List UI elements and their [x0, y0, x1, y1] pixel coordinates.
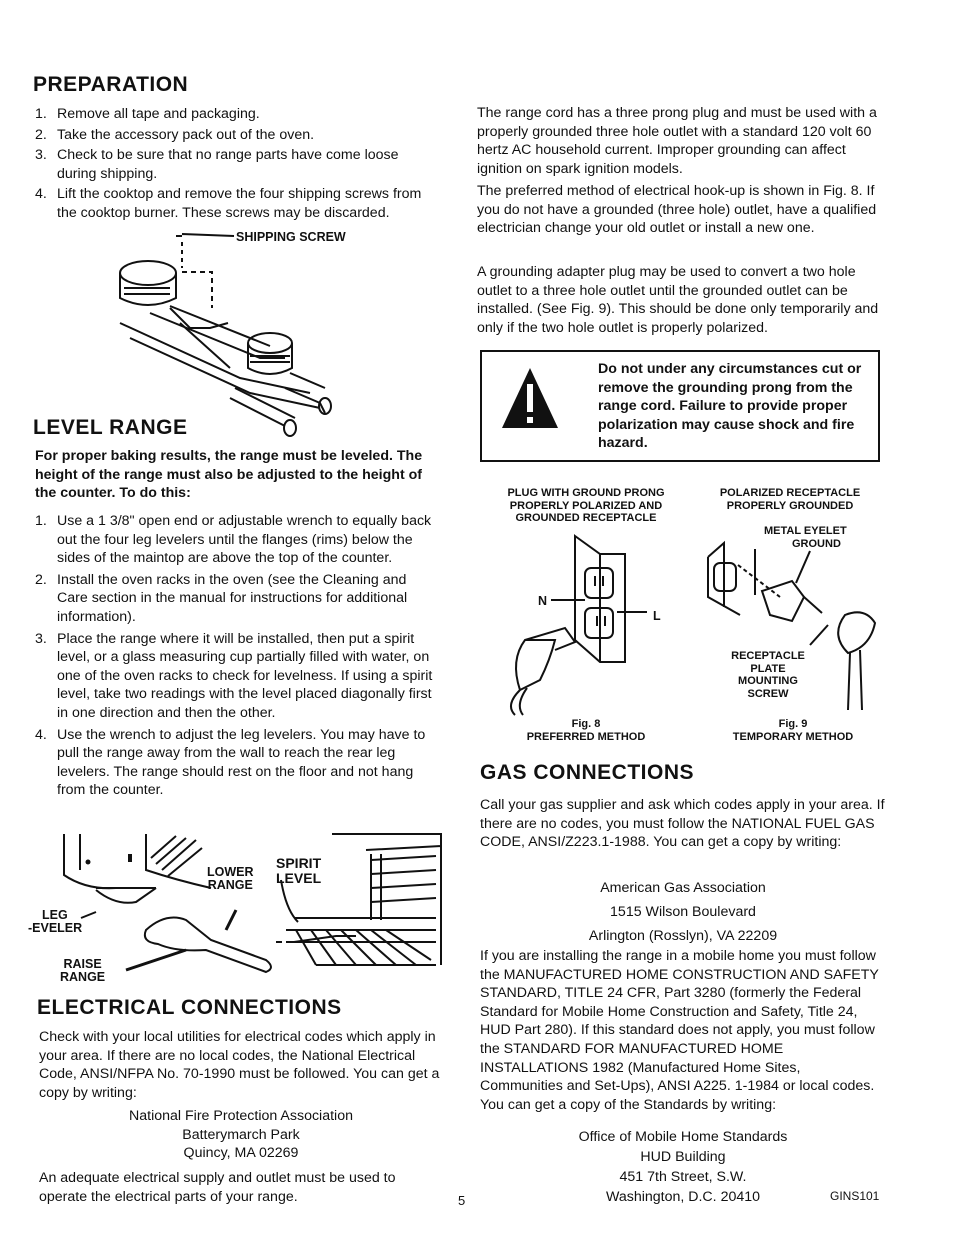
gas-connections-title: GAS CONNECTIONS	[480, 761, 695, 784]
level-range-intro: For proper baking results, the range must be leveled. The height of the range must also be adjusted to the height of the counter. To do this:	[35, 448, 423, 502]
lower-range-label: LOWER RANGE	[207, 865, 254, 892]
electrical-intro: Check with your local utilities for electrical codes which apply in your area. If there are no local codes, the National Electrical Code, ANSI/NFPA No. 70-1990 must be followed. You can get a copy by writing:	[39, 1029, 440, 1101]
list-item: 3. Place the range where it will be installed, then put a spirit level, or a glass measuring cup partially filled with water, on one of the oven racks to check for levelness. If using a spirit level, take two readings with the level placed diagonally first in one direction and then the other.	[35, 630, 433, 721]
electrical-outro: An adequate electrical supply and outlet must be used to operate the electrical parts of your range.	[39, 1170, 396, 1205]
page-number: 5	[458, 1193, 466, 1208]
spirit-level-label: SPIRIT LEVEL	[276, 855, 322, 886]
burner-illustration	[110, 228, 340, 438]
shipping-screw-label: SHIPPING SCREW	[236, 230, 346, 244]
range-cord-paragraph: The range cord has a three prong plug and must be used with a properly grounded three hole outlet with a standard 120 volt 60 hertz AC household current. Improper grounding can affect ignition on spark ignition models.	[477, 105, 877, 177]
fig9-caption: POLARIZED RECEPTACLE PROPERLY GROUNDED	[719, 487, 861, 512]
level-range-title: LEVEL RANGE	[33, 416, 188, 439]
fig9-label: Fig. 9 TEMPORARY METHOD	[732, 718, 854, 743]
gas-intro: Call your gas supplier and ask which codes apply in your area. If there are no codes, you must follow the NATIONAL FUEL GAS CODE, ANSI/Z223.1-1988. You can get a copy by writing:	[480, 797, 885, 851]
gas-address-2: Office of Mobile Home Standards HUD Building 451 7th Street, S.W. Washington, D.C. 20410	[578, 1129, 788, 1205]
electrical-address: National Fire Protection Association Batterymarch Park Quincy, MA 02269	[129, 1108, 353, 1162]
list-item: 4. Use the wrench to adjust the leg levelers. You may have to pull the range away from the wall to reach the rear leg levelers. The range should rest on the floor and not hang from the counter.	[35, 726, 426, 799]
preparation-steps	[35, 105, 441, 223]
gas-address-1: American Gas Association 1515 Wilson Boulevard Arlington (Rosslyn), VA 22209	[588, 880, 778, 944]
list-item: 4. Lift the cooktop and remove the four shipping screws from the cooktop burner. These screws may be discarded.	[35, 186, 422, 221]
fig8-label: Fig. 8 PREFERRED METHOD	[526, 718, 646, 743]
preferred-method-paragraph: The preferred method of electrical hook-up is shown in Fig. 8. If you do not have a grounded (three hole) outlet, have a qualified electrician change your old outlet or install a new one.	[477, 183, 877, 237]
mobile-home-paragraph: If you are installing the range in a mobile home you must follow the MANUFACTURED HOME CONSTRUCTION AND SAFETY STANDARD, TITLE 24 CFR, Part 3280 (formerly the Federal Standard for Mobile Home Construction and Safety, Title 24, HUD Part 280). If this standard does not apply, you must follow the STANDARD FOR MANUFACTURED HOME INSTALLATIONS 1982 (Manufactured Home Sites, Communities and Set-Ups), ANSI A225. 1-1984 or local codes. You can get a copy of the Standards by writing:	[480, 948, 879, 1113]
warning-triangle-icon	[500, 366, 560, 430]
list-item: 1. Use a 1 3/8" open end or adjustable wrench to equally back out the four leg levelers until the flanges (rims) below the sides of the maintop are above the top of the counter.	[35, 513, 432, 567]
document-code: GINS101	[830, 1189, 880, 1203]
fig8-caption: PLUG WITH GROUND PRONG PROPERLY POLARIZED AND GROUNDED RECEPTACLE	[507, 487, 665, 524]
adapter-paragraph: A grounding adapter plug may be used to convert a two hole outlet to a three hole outlet until the grounded outlet can be installed. (See Fig. 9). This should be done only temporarily and only if the two hole outlet is properly polarized.	[477, 264, 879, 336]
list-item: 1. Remove all tape and packaging.	[35, 106, 260, 122]
leg-leveler-label: LEG -EVELER	[28, 908, 83, 935]
preparation-title: PREPARATION	[33, 73, 189, 96]
receptacle-plate-label: RECEPTACLE PLATE MOUNTING SCREW	[731, 650, 805, 700]
raise-range-label: RAISE RANGE	[60, 957, 106, 984]
level-range-steps	[35, 512, 441, 800]
fig8-outlet-illustration	[505, 530, 675, 720]
warning-text: Do not under any circumstances cut or remove the grounding prong from the range cord. Failure to provide proper polarization may cause shock and fire hazard.	[598, 361, 862, 451]
list-item: 3. Check to be sure that no range parts have come loose during shipping.	[35, 147, 399, 182]
line-label: L	[653, 609, 661, 623]
neutral-label: N	[538, 594, 548, 608]
list-item: 2. Take the accessory pack out of the oven.	[35, 126, 315, 143]
metal-eyelet-label: METAL EYELET GROUND	[764, 525, 847, 550]
list-item: 2. Install the oven racks in the oven (see the Cleaning and Care section in the manual for instructions for additional information).	[35, 571, 408, 625]
electrical-title: ELECTRICAL CONNECTIONS	[37, 996, 342, 1019]
warning-box	[480, 350, 880, 462]
